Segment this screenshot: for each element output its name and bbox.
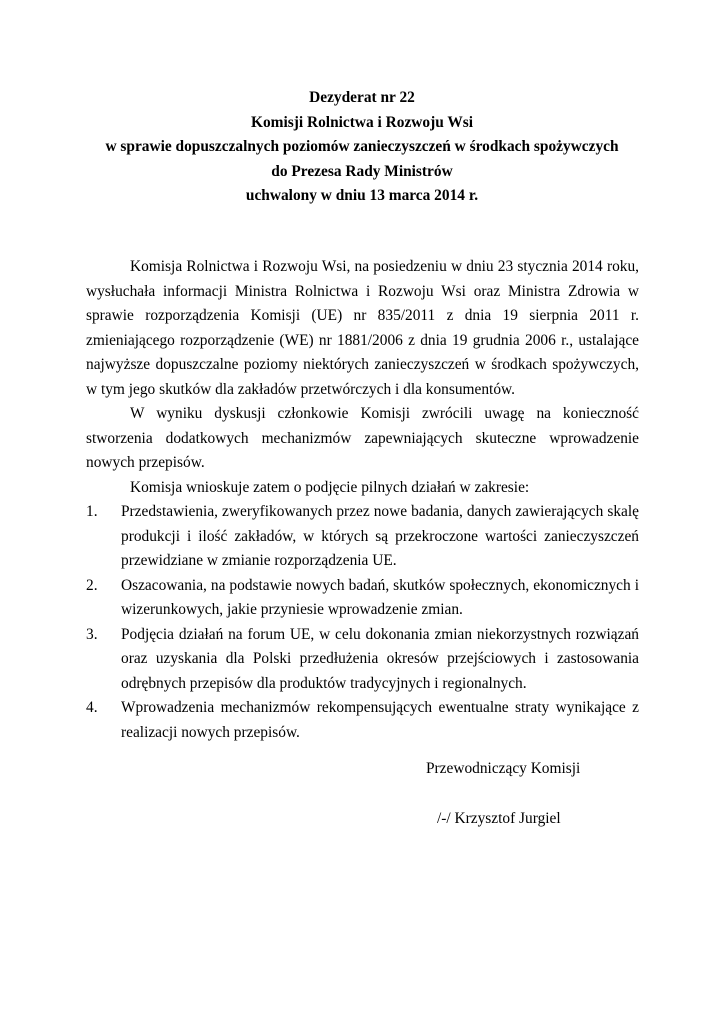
list-item-text: Wprowadzenia mechanizmów rekompensujących ewentualne straty wynikające z realizacji nowych przepisów. bbox=[121, 699, 639, 741]
signatory-name: /-/ Krzysztof Jurgiel bbox=[437, 810, 561, 827]
list-item-number: 2. bbox=[86, 576, 98, 594]
list-item bbox=[86, 500, 639, 574]
list-item bbox=[86, 574, 639, 623]
list-item-text: Podjęcia działań na forum UE, w celu dokonania zmian niekorzystnych rozwiązań oraz uzyskania dla Polski przedłużenia okresów przejściowych i zastosowania odrębnych przepisów dla produktów tradycyjnych i regionalnych. bbox=[121, 625, 639, 692]
list-item-text: Oszacowania, na podstawie nowych badań, skutków społecznych, ekonomicznych i wizerunkowych, jakie przyniesie wprowadzenie zmian. bbox=[121, 576, 639, 618]
paragraph-intro: Komisja Rolnictwa i Rozwoju Wsi, na posiedzeniu w dniu 23 stycznia 2014 roku, wysłuchała informacji Ministra Rolnictwa i Rozwoju Wsi oraz Ministra Zdrowia w sprawie rozporządzenia Komisji (UE) nr 835/2011 z dnia 19 sierpnia 2011 r. zmieniającego rozporządzenie (WE) nr 1881/2006 z dnia 19 grudnia 2006 r., ustalające najwyższe dopuszczalne poziomy niektórych zanieczyszczeń w środkach spożywczych, w tym jego skutków dla zakładów przetwórczych i dla konsumentów. bbox=[86, 258, 639, 398]
adoption-date: uchwalony w dniu 13 marca 2014 r. bbox=[245, 187, 479, 204]
addressee: do Prezesa Rady Ministrów bbox=[271, 162, 453, 180]
committee-name: Komisji Rolnictwa i Rozwoju Wsi bbox=[250, 113, 474, 131]
list-item bbox=[86, 696, 639, 745]
list-item-number: 1. bbox=[86, 503, 98, 520]
list-item-text: Przedstawienia, zweryfikowanych przez nowe badania, danych zawierających skalę produkcji i ilość zakładów, w których są przekroczone wartości zanieczyszczeń przewidziane w zmianie rozporządzenia UE. bbox=[121, 503, 639, 569]
list-item-number: 3. bbox=[86, 625, 98, 643]
paragraph-discussion: W wyniku dyskusji członkowie Komisji zwrócili uwagę na konieczność stworzenia dodatkowych mechanizmów zapewniających skuteczne wprowadzenie nowych przepisów. bbox=[86, 405, 639, 471]
resolution-subject: w sprawie dopuszczalnych poziomów zanieczyszczeń w środkach spożywczych bbox=[105, 138, 619, 155]
document-header bbox=[0, 86, 724, 209]
request-list bbox=[86, 500, 639, 745]
signatory-role: Przewodniczący Komisji bbox=[426, 760, 581, 777]
list-item-number: 4. bbox=[86, 699, 98, 716]
resolution-number: Dezyderat nr 22 bbox=[309, 89, 415, 106]
paragraph-request: Komisja wnioskuje zatem o podjęcie pilnych działań w zakresie: bbox=[130, 478, 530, 496]
document-body bbox=[86, 255, 639, 745]
list-item bbox=[86, 623, 639, 697]
